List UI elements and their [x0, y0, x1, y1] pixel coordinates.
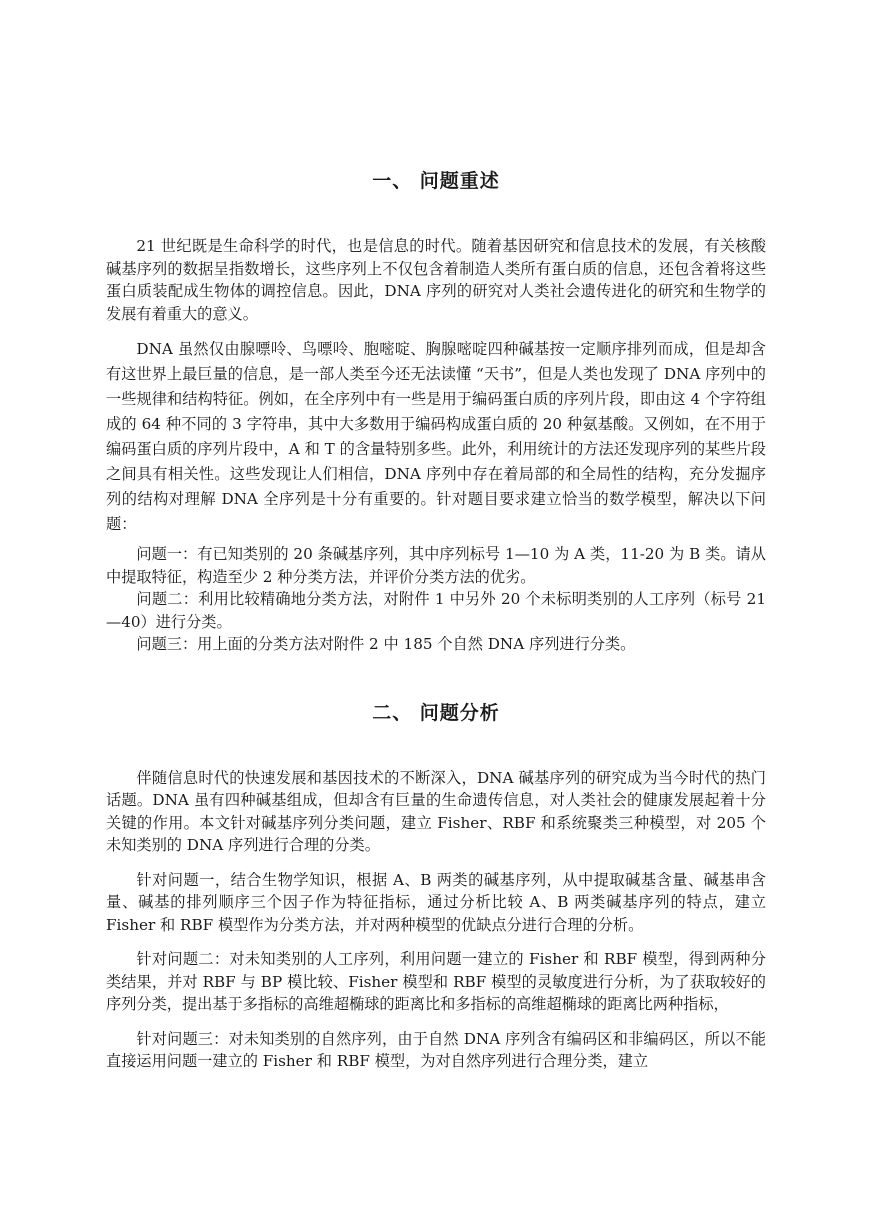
paragraph: DNA 虽然仅由腺嘌呤、鸟嘌呤、胞嘧啶、胸腺嘧啶四种碱基按一定顺序排列而成，但是却含有这世界上最巨量的信息，是一部人类至今还无法读懂 “天书”，但是人类也发现了 DNA 序列中的一些规律和结构特征。例如，在全序列中有一些是用于编码蛋白质的序列片段，即由这 4 个字符组成的 64 种不同的 3 字符串，其中大多数用于编码构成蛋白质的 20 种氨基酸。又例如，在不用于编码蛋白质的序列片段中，A 和 T 的含量特别多些。此外，利用统计的方法还发现序列的某些片段之间具有相关性。这些发现让人们相信，DNA 序列中存在着局部的和全局性的结构，充分发掘序列的结构对理解 DNA 全序列是十分有重要的。针对题目要求建立恰当的数学模型，解决以下问题： [106, 340, 766, 533]
document-body [106, 166, 766, 1073]
paragraph: 针对问题二：对未知类别的人工序列，利用问题一建立的 Fisher 和 RBF 模型，得到两种分类结果，并对 RBF 与 BP 模比较、Fisher 模型和 RBF 模型的灵敏度进行分析，为了获取较好的序列分类，提出基于多指标的高维超椭球的距离比和多指标的高维超椭球的距离比两种指标， [106, 950, 766, 1013]
paragraph: 伴随信息时代的快速发展和基因技术的不断深入，DNA 碱基序列的研究成为当今时代的热门话题。DNA 虽有四种碱基组成，但却含有巨量的生命遗传信息，对人类社会的健康发展起着十分关键的作用。本文针对碱基序列分类问题，建立 Fisher、RBF 和系统聚类三种模型，对 205 个未知类别的 DNA 序列进行合理的分类。 [106, 768, 766, 854]
question-two: 问题二：利用比较精确地分类方法，对附件 1 中另外 20 个未标明类别的人工序列（标号 21—40）进行分类。 [106, 590, 766, 631]
question-one: 问题一：有已知类别的 20 条碱基序列，其中序列标号 1—10 为 A 类，11-20 为 B 类。请从中提取特征，构造至少 2 种分类方法，并评价分类方法的优劣。 [106, 545, 766, 586]
section-title-problem-analysis: 二、 问题分析 [372, 701, 500, 724]
paragraph: 针对问题一，结合生物学知识，根据 A、B 两类的碱基序列，从中提取碱基含量、碱基串含量、碱基的排列顺序三个因子作为特征指标，通过分析比较 A、B 两类碱基序列的特点，建立 Fisher 和 RBF 模型作为分类方法，并对两种模型的优缺点分进行合理的分析。 [106, 870, 766, 934]
question-three: 问题三：用上面的分类方法对附件 2 中 185 个自然 DNA 序列进行分类。 [136, 635, 636, 653]
section-title-problem-restatement: 一、 问题重述 [372, 170, 500, 192]
paragraph: 针对问题三：对未知类别的自然序列，由于自然 DNA 序列含有编码区和非编码区，所以不能直接运用问题一建立的 Fisher 和 RBF 模型，为对自然序列进行合理分类，建立 [106, 1029, 766, 1070]
paragraph: 21 世纪既是生命科学的时代，也是信息的时代。随着基因研究和信息技术的发展，有关核酸碱基序列的数据呈指数增长，这些序列上不仅包含着制造人类所有蛋白质的信息，还包含着将这些蛋白质装配成生物体的调控信息。因此，DNA 序列的研究对人类社会遗传进化的研究和生物学的发展有着重大的意义。 [106, 237, 766, 323]
